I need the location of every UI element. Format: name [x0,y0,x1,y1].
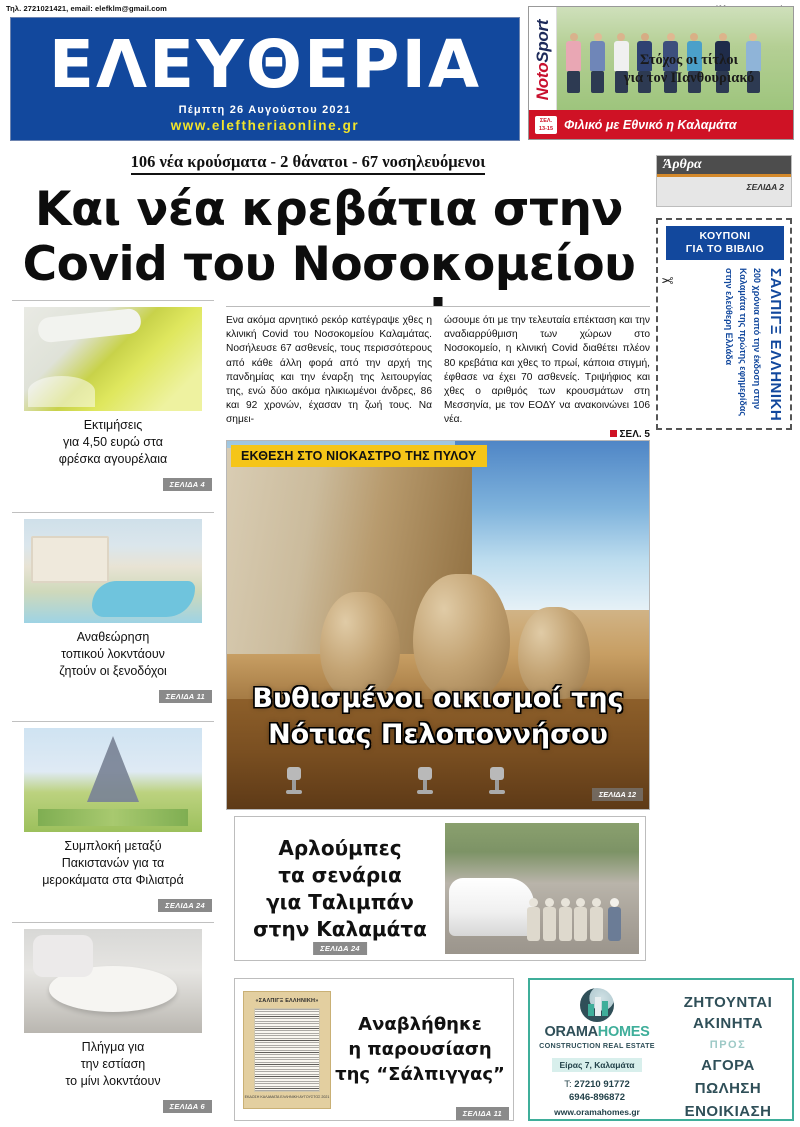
article-column-2 [444,314,650,440]
migrants-walking-road-photo [445,823,639,954]
salpigx-article-block[interactable] [234,978,514,1121]
sidebar-item-filiatra[interactable] [12,721,214,913]
feature-page-badge[interactable]: ΣΕΛΙΔΑ 12 [592,788,643,801]
arthra-header [657,156,791,177]
sidebar-page-badge[interactable]: ΣΕΛΙΔΑ 24 [158,899,212,912]
oramahomes-name: ORAMAHOMES [544,1024,650,1040]
covid-stats-line [28,152,588,176]
feature-banner-text: ΕΚΘΕΣΗ ΣΤΟ ΝΙΟΚΑΣΤΡΟ ΤΗΣ ΠΥΛΟΥ [241,449,477,463]
salpigx-page-scan [254,1008,320,1092]
salpigx-page-badge[interactable]: ΣΕΛΙΔΑ 11 [456,1107,509,1120]
taliban-article-block[interactable] [234,816,646,961]
book-coupon[interactable] [656,218,792,430]
feature-caption-line-1: Βυθισμένοι οικισμοί της [252,683,624,714]
oramahomes-offer: ΖΗΤΟΥΝΤΑΙ ΑΚΙΝΗΤΑ ΠΡΟΣ ΑΓΟΡΑ ΠΩΛΗΣΗ ΕΝΟΙΚΙΑΣΗ [683,994,773,1120]
eiffel-tower-filiatra-photo [24,728,202,832]
salpigx-cover-footer: ΕΚΔΟΣΗ ΚΑΛΑΜΑΤΑ ΕΛΛΗΝΙΚΗ ΑΥΓΟΥΣΤΟΣ 2021 [244,1094,330,1099]
salpigx-headline: Αναβλήθηκε η παρουσίαση της “Σάλπιγγας” ΣΕΛΙΔΑ 11 [331,1012,513,1087]
newspaper-title: ΕΛΕΥΘΕΡΙΑ [48,26,482,103]
feature-caption [227,681,649,753]
notosport-page-badge: ΣΕΛ. 13-15 [535,116,557,134]
oramahomes-address: Είρας 7, Καλαμάτα [552,1058,643,1072]
spotlight-icon [489,767,505,794]
notosport-footer-banner [529,110,793,139]
website-url[interactable]: www.eleftheriaonline.gr [170,118,360,133]
oramahomes-website[interactable]: www.oramahomes.gr [554,1107,640,1117]
taliban-headline: Αρλούμπες τα σενάρια για Ταλιμπάν στην Καλαμάτα ΣΕΛΙΔΑ 24 [253,835,427,953]
notosport-headline: Στόχος οι τίτλοι για τον Πανθουριακό [623,52,755,86]
oramahomes-logo-icon [580,988,614,1022]
notosport-brand-noto: Noto [532,62,552,100]
article-column-1 [226,314,432,431]
migrant-figures [523,844,636,941]
main-headline [14,182,644,292]
spotlight-icon [286,767,302,794]
article-page-ref[interactable]: ΣΕΛ. 5 [610,429,650,440]
sidebar-caption: Πλήγμα για την εστίαση το μίνι λοκντάουν [65,1040,161,1088]
coupon-book-title: ΣΑΛΠΙΓΞ ΕΛΛΗΝΙΚΗ [767,268,784,422]
notosport-footer-text: Φιλικό με Εθνικό η Καλαμάτα [564,117,737,132]
oramahomes-ad[interactable] [528,978,794,1121]
red-square-icon [610,430,617,437]
spotlight-icon [417,767,433,794]
sidebar-page-badge[interactable]: ΣΕΛΙΔΑ 4 [163,478,212,491]
covid-stats-text: 106 νέα κρούσματα - 2 θάνατοι - 67 νοσηλευόμενοι [131,152,486,175]
sidebar-page-badge[interactable]: ΣΕΛΙΔΑ 6 [163,1100,212,1113]
cafe-table-photo [24,929,202,1033]
headline-line-1: Και νέα κρεβάτια στην [35,182,623,237]
hotel-pool-photo [24,519,202,623]
feature-photo-block[interactable] [226,440,650,810]
article-text-1: Ενα ακόμα αρνητικό ρεκόρ κατέγραψε χθες η κλινική Covid του Νοσοκομείου Καλαμάτας. Νοσήλευσε 67 ασθενείς, τους περισσότερους από κάθε άλλη φορά από την αρχή της πανδημίας και την έναρξη της λειτουργίας της, ενώ δύο ακόμα ηλικιωμένοι άνδρες, 86 και 92 χρονών, έχασαν τη ζωή τους. Να σημει- [226,315,432,426]
salpigx-cover-title: «ΣΑΛΠΙΓΞ ΕΛΛΗΝΙΚΗ» [255,997,319,1004]
notosport-ad[interactable] [528,6,794,140]
taliban-page-badge[interactable]: ΣΕΛΙΔΑ 24 [313,942,367,955]
amphora-icon [413,574,510,699]
notosport-photo [557,7,793,112]
masthead [10,17,520,141]
coupon-header: ΚΟΥΠΟΝΙ ΓΙΑ ΤΟ ΒΙΒΛΙΟ [666,226,784,260]
notosport-brand-sport: Sport [532,19,552,63]
arthra-page-ref: ΣΕΛΙΔΑ 2 [746,182,784,192]
salpigx-book-cover [243,991,331,1109]
sidebar-item-catering[interactable] [12,922,214,1114]
sidebar-item-hotels[interactable] [12,512,214,704]
coupon-book-subtitle: 200 χρόνια από την έκδοση στην Καλαμάτα της πρώτης εφημερίδας στην ελεύθερη Ελλάδα [724,268,762,417]
arthra-title: Άρθρα [663,157,702,172]
contact-info: Τηλ. 2721021421, email: elefklm@gmail.com [6,3,167,13]
article-text-2: ώσουμε ότι με την τελευταία επέκταση και την αναδιαρρύθμιση των χώρων στο Νοσοκομείο, η κλινική Covid διαθέτει πλέον 80 κρεβάτια και χθες το πρωί, κάποια στιγμή, έφθασε να έχει 70 ασθενείς. Τριψήφιος και χθες ο αριθμός των κρουσμάτων στη Μεσσηνία, με τον ΕΟΔΥ να ανακοινώνει 106 νέα. [444,315,650,426]
sidebar-page-badge[interactable]: ΣΕΛΙΔΑ 11 [159,690,212,703]
publication-date: Πέμπτη 26 Αυγούστου 2021 [178,104,352,116]
headline-line-2: Covid του Νοσοκομείου [22,237,636,292]
olive-oil-press-photo [24,307,202,411]
sidebar-caption: Αναθεώρηση τοπικού λοκντάουν ζητούν οι ξενοδόχοι [59,630,167,678]
notosport-logo [529,7,557,112]
lead-article-body [226,306,650,440]
feature-banner [231,445,487,467]
sidebar-caption: Συμπλοκή μεταξύ Πακιστανών για τα μεροκάματα στα Φιλιατρά [42,839,184,887]
arthra-box[interactable] [656,155,792,207]
oramahomes-identity [530,980,664,1119]
scissors-icon: ✂ [661,273,674,290]
sidebar-caption: Εκτιμήσεις για 4,50 ευρώ στα φρέσκα αγουρέλαια [58,418,168,466]
oramahomes-subtitle: CONSTRUCTION REAL ESTATE [539,1041,655,1050]
article-separator-square [434,297,443,306]
sidebar-item-olive-oil[interactable] [12,300,214,492]
feature-caption-line-2: Νότιας Πελοποννήσου [268,719,608,750]
oramahomes-phones[interactable]: Τ: 27210 91772 6946-896872 [564,1079,630,1103]
white-car-shape [449,878,534,936]
